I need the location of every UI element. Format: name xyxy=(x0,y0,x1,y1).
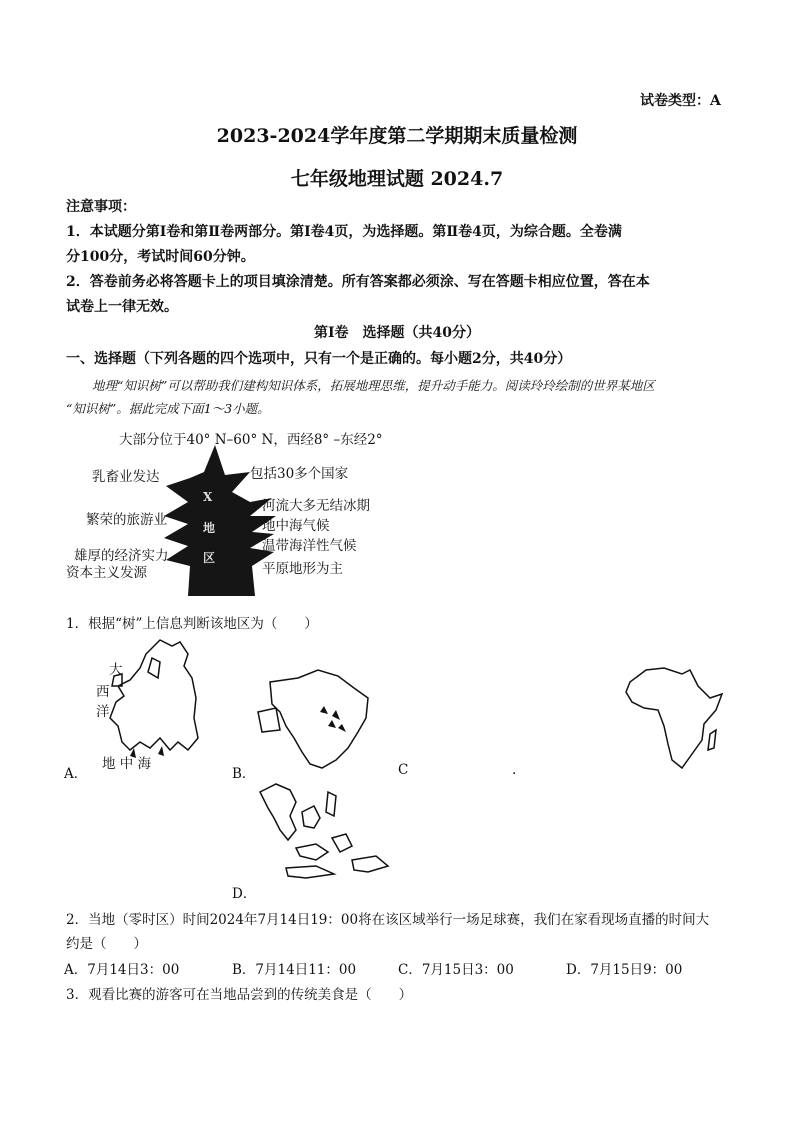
paper-type: 试卷类型：A xyxy=(640,93,721,109)
q1-option-c-dot: . xyxy=(512,762,517,778)
map-a-label-da: 大 xyxy=(109,662,123,678)
q1-stem: 1．根据“树”上信息判断该地区为（ ） xyxy=(66,616,318,632)
q2-option-c[interactable]: C．7月15日3：00 xyxy=(398,962,514,978)
map-a-label-med: 地 中 海 xyxy=(102,756,152,772)
tree-top-label: 大部分位于40° N–60° N，西经8° –东经2° xyxy=(119,432,383,448)
tree-right-5: 平原地形为主 xyxy=(262,561,343,577)
tree-left-1: 乳畜业发达 xyxy=(92,469,160,485)
tree-right-2: 河流大多无结冰期 xyxy=(262,498,370,514)
tree-right-1: 包括30多个国家 xyxy=(250,466,349,482)
exam-subtitle: 七年级地理试题 2024.7 xyxy=(290,168,504,190)
q1-option-a[interactable]: A． xyxy=(64,766,88,782)
map-a-label-xi: 西 xyxy=(96,684,110,700)
tree-right-3: 地中海气候 xyxy=(262,518,330,534)
q1-option-c[interactable]: C xyxy=(398,762,409,778)
q2-option-a[interactable]: A．7月14日3：00 xyxy=(64,962,180,978)
exam-title: 2023-2024学年度第二学期期末质量检测 xyxy=(216,125,578,147)
tree-left-4: 资本主义发源 xyxy=(66,565,147,581)
q2-option-b[interactable]: B．7月14日11：00 xyxy=(232,962,357,978)
notice-item2-line2: 试卷上一律无效。 xyxy=(66,299,178,315)
notice-item1-line1: 1．本试题分第Ⅰ卷和第Ⅱ卷两部分。第Ⅰ卷4页，为选择题。第Ⅱ卷4页，为综合题。全卷满 xyxy=(66,224,622,240)
notice-item2-line1: 2．答卷前务必将答题卡上的项目填涂清楚。所有答案都必须涂、写在答题卡相应位置，答在本 xyxy=(66,274,650,290)
tree-left-3: 雄厚的经济实力 xyxy=(74,548,169,564)
map-middle-east-option-b xyxy=(258,668,378,776)
section-title: 第Ⅰ卷 选择题（共40分） xyxy=(313,325,481,341)
europe-outline xyxy=(110,640,198,750)
q3-stem: 3．观看比赛的游客可在当地品尝到的传统美食是（ ） xyxy=(66,987,413,1003)
q2-stem-line2: 约是（ ） xyxy=(66,936,147,952)
intro-line2: “知识树”。据此完成下面1～3小题。 xyxy=(66,401,270,416)
notice-item1-line2: 分100分，考试时间60分钟。 xyxy=(66,249,255,265)
q2-stem-line1: 2．当地（零时区）时间2024年7月14日19：00将在该区域举行一场足球赛，我们在家看现场直播的时间大 xyxy=(66,912,710,928)
q1-option-b[interactable]: B． xyxy=(232,766,256,782)
q2-option-d[interactable]: D．7月15日9：00 xyxy=(566,962,683,978)
middle-east-outline xyxy=(258,670,368,768)
tree-right-4: 温带海洋性气候 xyxy=(262,538,357,554)
map-southeast-asia-option-d xyxy=(256,782,396,888)
map-africa-option-c xyxy=(624,664,728,774)
tree-left-2: 繁荣的旅游业 xyxy=(86,512,167,528)
part-one-heading: 一、选择题（下列各题的四个选项中，只有一个是正确的。每小题2分，共40分） xyxy=(66,351,572,367)
trunk-label-x: X xyxy=(203,490,213,504)
trunk-label-qu: 区 xyxy=(203,551,216,565)
trunk-label-di: 地 xyxy=(203,521,216,535)
southeast-asia-outline xyxy=(260,784,388,878)
intro-line1: 地理“知识树”可以帮助我们建构知识体系，拓展地理思维，提升动手能力。阅读玲玲绘制的世界某地区 xyxy=(92,378,655,393)
q1-option-d[interactable]: D． xyxy=(232,886,257,902)
notice-heading: 注意事项： xyxy=(66,199,136,215)
map-a-label-yang: 洋 xyxy=(96,704,110,720)
africa-outline xyxy=(626,668,722,768)
